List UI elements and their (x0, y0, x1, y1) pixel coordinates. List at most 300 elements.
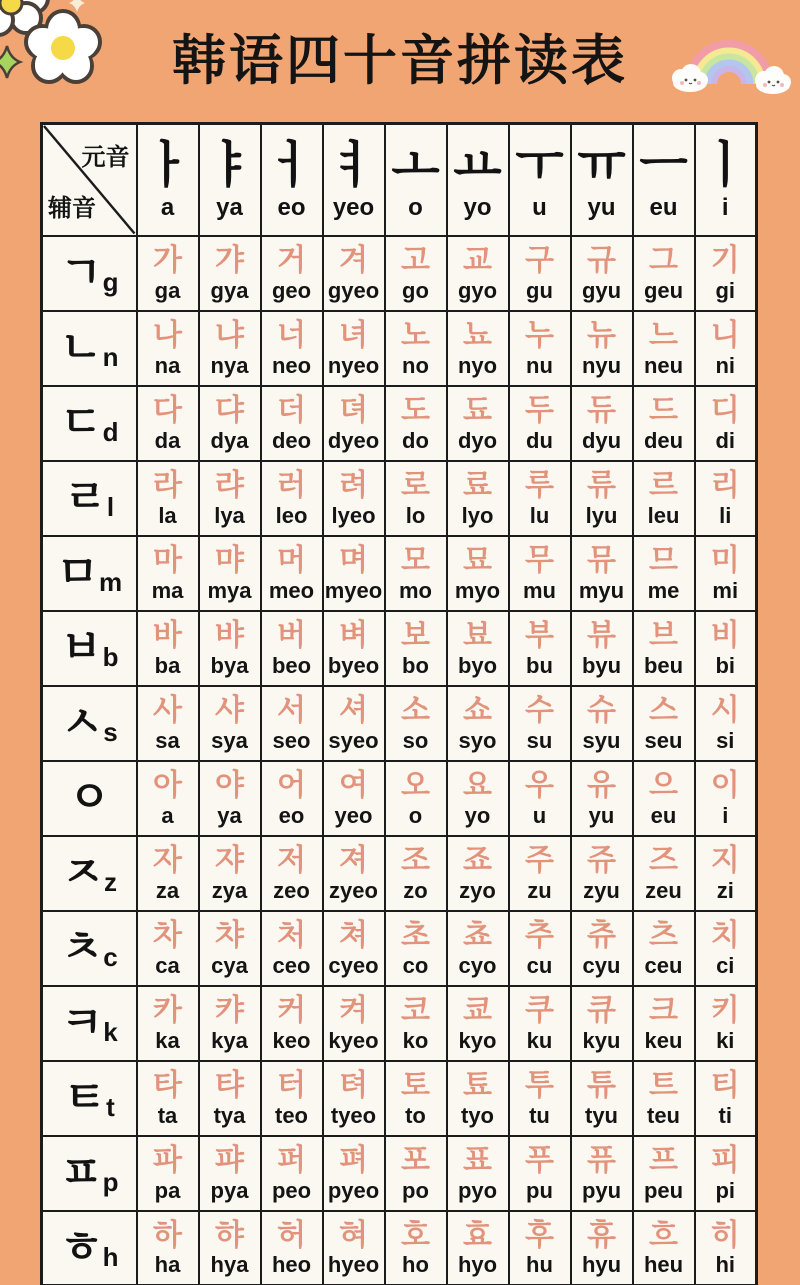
syllable-cell-neu (633, 311, 695, 386)
consonant-label (43, 623, 136, 672)
syllable-cell-kya (199, 986, 261, 1061)
syllable-roman: beo (271, 652, 312, 678)
consonant-hangul: ㅁ (56, 548, 99, 597)
syllable-cell-syu (571, 686, 633, 761)
syllable-cell-bu (509, 611, 571, 686)
syllable-roman: ko (402, 1027, 429, 1053)
consonant-label (43, 773, 136, 822)
syllable-cell-ca (137, 911, 199, 986)
consonant-header (42, 836, 137, 911)
syllable-hangul: 드 (649, 394, 678, 428)
syllable-roman: myeo (324, 577, 383, 603)
page-title: 韩语四十音拼读表 (172, 29, 628, 92)
syllable-roman: teo (275, 1102, 308, 1128)
vowel-header-ya (199, 124, 261, 236)
syllable-hangul: 즈 (649, 844, 678, 878)
table-corner-cell (42, 124, 137, 236)
consonant-letter: g (102, 267, 119, 297)
syllable-hangul: 바 (153, 619, 182, 653)
syllable-roman: dya (210, 427, 249, 453)
syllable-hangul: 시 (710, 694, 740, 728)
consonant-row-g (42, 236, 757, 311)
syllable-cell-neo (261, 311, 323, 386)
syllable-roman: nyeo (327, 352, 380, 378)
syllable-cell-su (509, 686, 571, 761)
syllable-hangul: 트 (649, 1069, 678, 1103)
syllable-hangul: 쿠 (525, 994, 554, 1028)
syllable-cell-dya (199, 386, 261, 461)
syllable-roman: pyeo (327, 1177, 380, 1203)
syllable-cell-leu (633, 461, 695, 536)
vowel-roman: o (408, 194, 423, 222)
syllable-hangul: 무 (525, 544, 554, 578)
syllable-hangul: 리 (710, 469, 740, 503)
syllable-cell-tu (509, 1061, 571, 1136)
syllable-cell-geo (261, 236, 323, 311)
syllable-roman: hya (210, 1252, 249, 1278)
vowel-hangul: ㅜ (515, 137, 564, 194)
syllable-cell-meo (261, 536, 323, 611)
syllable-cell-deo (261, 386, 323, 461)
syllable-hangul: 커 (277, 994, 306, 1028)
syllable-roman: hu (526, 1252, 553, 1278)
consonant-hangul: ㅍ (60, 1148, 103, 1197)
syllable-roman: gyeo (327, 277, 380, 303)
syllable-hangul: 우 (525, 769, 554, 803)
vowel-hangul: ㅠ (577, 137, 626, 194)
syllable-roman: deo (271, 427, 312, 453)
consonant-label (43, 998, 136, 1047)
syllable-cell-keu (633, 986, 695, 1061)
syllable-roman: zya (211, 877, 248, 903)
syllable-hangul: 퍼 (277, 1144, 306, 1178)
syllable-cell-zya (199, 836, 261, 911)
syllable-hangul: 져 (339, 844, 368, 878)
syllable-roman: ca (155, 952, 180, 978)
syllable-roman: ceo (272, 952, 311, 978)
syllable-cell-eo (261, 761, 323, 836)
syllable-cell-cya (199, 911, 261, 986)
syllable-roman: yeo (334, 802, 373, 828)
syllable-cell-ha (137, 1211, 199, 1285)
consonant-row-n (42, 311, 757, 386)
syllable-roman: ku (526, 1027, 553, 1053)
syllable-cell-a (137, 761, 199, 836)
syllable-roman: hi (715, 1252, 736, 1278)
syllable-cell-ti (695, 1061, 757, 1136)
syllable-cell-cu (509, 911, 571, 986)
syllable-roman: ga (154, 277, 181, 303)
consonant-header (42, 1136, 137, 1211)
syllable-hangul: 댜 (215, 394, 244, 428)
syllable-hangul: 튜 (587, 1069, 616, 1103)
syllable-roman: myo (454, 577, 501, 603)
syllable-hangul: 처 (277, 919, 306, 953)
syllable-cell-sa (137, 686, 199, 761)
syllable-roman: hyo (457, 1252, 498, 1278)
consonant-header (42, 761, 137, 836)
syllable-roman: ma (151, 577, 184, 603)
syllable-cell-leo (261, 461, 323, 536)
syllable-cell-da (137, 386, 199, 461)
syllable-roman: u (532, 802, 547, 828)
syllable-roman: zeo (273, 877, 310, 903)
syllable-hangul: 느 (649, 319, 678, 353)
syllable-cell-kyu (571, 986, 633, 1061)
consonant-label (43, 248, 136, 297)
syllable-cell-gu (509, 236, 571, 311)
vowel-header-yeo (323, 124, 385, 236)
syllable-cell-syeo (323, 686, 385, 761)
syllable-hangul: 오 (401, 769, 430, 803)
syllable-roman: no (402, 352, 429, 378)
syllable-roman: cyo (458, 952, 497, 978)
syllable-hangul: 마 (153, 544, 182, 578)
syllable-cell-zu (509, 836, 571, 911)
syllable-roman: mo (399, 577, 432, 603)
syllable-roman: leo (275, 502, 308, 528)
syllable-hangul: 코 (401, 994, 430, 1028)
consonant-axis-label: 辅音 (48, 194, 96, 222)
syllable-roman: neu (643, 352, 684, 378)
syllable-cell-seo (261, 686, 323, 761)
rainbow-icon (661, 26, 797, 96)
consonant-label (43, 323, 136, 372)
syllable-cell-yu (571, 761, 633, 836)
syllable-cell-zi (695, 836, 757, 911)
syllable-hangul: 프 (649, 1144, 678, 1178)
syllable-roman: pu (526, 1177, 553, 1203)
syllable-roman: a (161, 802, 174, 828)
syllable-hangul: 므 (649, 544, 678, 578)
syllable-cell-si (695, 686, 757, 761)
syllable-cell-syo (447, 686, 509, 761)
syllable-roman: tu (529, 1102, 550, 1128)
syllable-hangul: 가 (153, 244, 182, 278)
syllable-roman: ta (157, 1102, 178, 1128)
syllable-hangul: 쳐 (339, 919, 368, 953)
syllable-cell-tya (199, 1061, 261, 1136)
syllable-hangul: 며 (339, 544, 368, 578)
consonant-header (42, 611, 137, 686)
syllable-cell-bi (695, 611, 757, 686)
consonant-header (42, 236, 137, 311)
syllable-cell-tyu (571, 1061, 633, 1136)
syllable-hangul: 부 (525, 619, 554, 653)
syllable-roman: beu (643, 652, 684, 678)
consonant-hangul: ㅊ (60, 923, 104, 972)
syllable-cell-ma (137, 536, 199, 611)
syllable-hangul: 고 (401, 244, 430, 278)
syllable-cell-zyu (571, 836, 633, 911)
vowel-header-o (385, 124, 447, 236)
syllable-cell-ba (137, 611, 199, 686)
consonant-hangul: ㄹ (64, 473, 107, 522)
syllable-roman: lyo (461, 502, 494, 528)
vowel-hangul: ㅗ (391, 137, 440, 194)
syllable-cell-ki (695, 986, 757, 1061)
syllable-hangul: 비 (710, 619, 740, 653)
syllable-cell-geu (633, 236, 695, 311)
syllable-roman: cu (526, 952, 553, 978)
syllable-hangul: 휴 (587, 1218, 616, 1252)
consonant-header (42, 1061, 137, 1136)
vowel-hangul: ㅛ (453, 137, 502, 194)
syllable-cell-ni (695, 311, 757, 386)
syllable-roman: pya (210, 1177, 249, 1203)
syllable-cell-deu (633, 386, 695, 461)
syllable-cell-gyeo (323, 236, 385, 311)
syllable-hangul: 터 (277, 1069, 306, 1103)
syllable-roman: da (154, 427, 181, 453)
vowel-header-yu (571, 124, 633, 236)
syllable-cell-ho (385, 1211, 447, 1285)
syllable-cell-ga (137, 236, 199, 311)
syllable-roman: kyo (458, 1027, 497, 1053)
syllable-cell-co (385, 911, 447, 986)
syllable-cell-zo (385, 836, 447, 911)
syllable-hangul: 도 (401, 394, 430, 428)
syllable-cell-kyeo (323, 986, 385, 1061)
syllable-cell-i (695, 761, 757, 836)
syllable-cell-pa (137, 1136, 199, 1211)
consonant-letter: s (103, 717, 118, 747)
syllable-cell-gya (199, 236, 261, 311)
syllable-roman: zu (527, 877, 552, 903)
syllable-roman: zyu (583, 877, 620, 903)
syllable-cell-bya (199, 611, 261, 686)
syllable-hangul: 뉴 (587, 319, 616, 353)
syllable-roman: bya (210, 652, 249, 678)
syllable-cell-byu (571, 611, 633, 686)
consonant-header (42, 536, 137, 611)
syllable-hangul: 사 (153, 694, 182, 728)
syllable-roman: gyu (581, 277, 622, 303)
syllable-roman: hyu (581, 1252, 622, 1278)
syllable-hangul: 묘 (463, 544, 492, 578)
consonant-letter: c (103, 942, 118, 972)
syllable-cell-ya (199, 761, 261, 836)
consonant-header (42, 986, 137, 1061)
syllable-roman: sya (211, 727, 248, 753)
syllable-roman: zi (716, 877, 734, 903)
syllable-cell-mo (385, 536, 447, 611)
vowel-header-i (695, 124, 757, 236)
consonant-label (43, 1148, 136, 1197)
syllable-hangul: 루 (525, 469, 554, 503)
syllable-roman: lo (405, 502, 426, 528)
syllable-hangul: 하 (153, 1218, 182, 1252)
syllable-cell-za (137, 836, 199, 911)
syllable-roman: bu (526, 652, 553, 678)
syllable-hangul: 로 (401, 469, 430, 503)
vowel-header-yo (447, 124, 509, 236)
syllable-roman: go (402, 277, 429, 303)
syllable-roman: byeo (327, 652, 380, 678)
syllable-roman: zo (403, 877, 428, 903)
syllable-roman: bi (715, 652, 736, 678)
syllable-cell-dyeo (323, 386, 385, 461)
syllable-hangul: 머 (277, 544, 306, 578)
syllable-cell-ci (695, 911, 757, 986)
consonant-hangul: ㅂ (60, 623, 103, 672)
consonant-header (42, 311, 137, 386)
consonant-header (42, 386, 137, 461)
consonant-row-c (42, 911, 757, 986)
syllable-roman: peu (643, 1177, 684, 1203)
consonant-letter: p (102, 1167, 119, 1197)
consonant-letter: n (102, 342, 119, 372)
consonant-hangul: ㅋ (60, 998, 104, 1047)
syllable-hangul: 펴 (339, 1144, 368, 1178)
syllable-hangul: 됴 (463, 394, 492, 428)
syllable-hangul: 그 (649, 244, 678, 278)
consonant-label (43, 1073, 136, 1122)
syllable-cell-ka (137, 986, 199, 1061)
syllable-roman: na (154, 352, 181, 378)
pronunciation-table (40, 122, 758, 1285)
syllable-hangul: 슈 (587, 694, 616, 728)
syllable-hangul: 토 (401, 1069, 430, 1103)
syllable-cell-nya (199, 311, 261, 386)
consonant-row-d (42, 386, 757, 461)
syllable-cell-sya (199, 686, 261, 761)
syllable-hangul: 텨 (339, 1069, 368, 1103)
syllable-hangul: 주 (525, 844, 554, 878)
syllable-hangul: 셔 (339, 694, 368, 728)
syllable-hangul: 표 (463, 1144, 492, 1178)
syllable-hangul: 겨 (339, 244, 368, 278)
syllable-cell-eu (633, 761, 695, 836)
syllable-cell-pyo (447, 1136, 509, 1211)
syllable-hangul: 기 (710, 244, 740, 278)
syllable-roman: tyo (461, 1102, 494, 1128)
consonant-row-h (42, 1211, 757, 1285)
vowel-hangul: ㅣ (701, 137, 750, 194)
syllable-cell-lyo (447, 461, 509, 536)
consonant-header (42, 461, 137, 536)
syllable-hangul: 푸 (525, 1144, 554, 1178)
consonant-hangul: ㄷ (60, 398, 103, 447)
syllable-cell-beu (633, 611, 695, 686)
syllable-roman: lu (529, 502, 550, 528)
syllable-hangul: 수 (525, 694, 554, 728)
syllable-hangul: 저 (277, 844, 306, 878)
syllable-roman: nyo (457, 352, 498, 378)
syllable-cell-hyu (571, 1211, 633, 1285)
syllable-cell-ko (385, 986, 447, 1061)
syllable-cell-do (385, 386, 447, 461)
consonant-hangul: ㅅ (60, 698, 104, 747)
syllable-cell-mya (199, 536, 261, 611)
syllable-hangul: 탸 (215, 1069, 244, 1103)
syllable-hangul: 녀 (339, 319, 368, 353)
syllable-hangul: 조 (401, 844, 430, 878)
vowel-header-row (42, 124, 757, 236)
syllable-cell-hyeo (323, 1211, 385, 1285)
syllable-cell-cyeo (323, 911, 385, 986)
syllable-hangul: 벼 (339, 619, 368, 653)
syllable-roman: keu (644, 1027, 683, 1053)
syllable-hangul: 흐 (649, 1218, 678, 1252)
syllable-cell-zyeo (323, 836, 385, 911)
consonant-row-p (42, 1136, 757, 1211)
syllable-cell-teu (633, 1061, 695, 1136)
syllable-cell-beo (261, 611, 323, 686)
syllable-roman: gu (526, 277, 553, 303)
consonant-label (43, 548, 136, 597)
syllable-cell-tyeo (323, 1061, 385, 1136)
syllable-hangul: 뷰 (587, 619, 616, 653)
syllable-hangul: 허 (277, 1218, 306, 1252)
syllable-roman: ba (154, 652, 181, 678)
syllable-hangul: 갸 (215, 244, 244, 278)
syllable-cell-dyo (447, 386, 509, 461)
syllable-cell-go (385, 236, 447, 311)
vowel-roman: ya (216, 194, 243, 222)
vowel-header-u (509, 124, 571, 236)
syllable-cell-nu (509, 311, 571, 386)
syllable-cell-cyo (447, 911, 509, 986)
syllable-cell-to (385, 1061, 447, 1136)
syllable-hangul: 츄 (587, 919, 616, 953)
syllable-hangul: 서 (277, 694, 306, 728)
syllable-roman: byo (457, 652, 498, 678)
syllable-hangul: 다 (153, 394, 182, 428)
vowel-roman: u (532, 194, 547, 222)
syllable-roman: yo (464, 802, 491, 828)
syllable-hangul: 브 (649, 619, 678, 653)
syllable-cell-so (385, 686, 447, 761)
syllable-roman: sa (155, 727, 180, 753)
syllable-cell-zeu (633, 836, 695, 911)
syllable-roman: tyu (585, 1102, 618, 1128)
syllable-cell-lo (385, 461, 447, 536)
syllable-cell-zyo (447, 836, 509, 911)
syllable-cell-li (695, 461, 757, 536)
syllable-roman: si (716, 727, 735, 753)
syllable-roman: tyeo (330, 1102, 377, 1128)
syllable-roman: neo (271, 352, 312, 378)
syllable-roman: du (526, 427, 553, 453)
syllable-roman: bo (402, 652, 429, 678)
syllable-hangul: 누 (525, 319, 554, 353)
syllable-cell-gyu (571, 236, 633, 311)
syllable-cell-heu (633, 1211, 695, 1285)
vowel-roman: i (721, 194, 729, 222)
syllable-hangul: 거 (277, 244, 306, 278)
syllable-hangul: 이 (710, 769, 740, 803)
syllable-roman: co (402, 952, 429, 978)
syllable-cell-du (509, 386, 571, 461)
syllable-hangul: 지 (710, 844, 740, 878)
vowel-header-a (137, 124, 199, 236)
syllable-cell-mu (509, 536, 571, 611)
vowel-hangul: ㅕ (329, 137, 378, 194)
consonant-row-silent (42, 761, 757, 836)
syllable-roman: i (722, 802, 729, 828)
consonant-label (43, 923, 136, 972)
syllable-roman: lyu (585, 502, 618, 528)
syllable-cell-la (137, 461, 199, 536)
syllable-roman: heu (643, 1252, 684, 1278)
syllable-hangul: 뮤 (587, 544, 616, 578)
syllable-cell-pya (199, 1136, 261, 1211)
syllable-hangul: 두 (525, 394, 554, 428)
syllable-roman: la (158, 502, 177, 528)
syllable-hangul: 모 (401, 544, 430, 578)
syllable-cell-o (385, 761, 447, 836)
